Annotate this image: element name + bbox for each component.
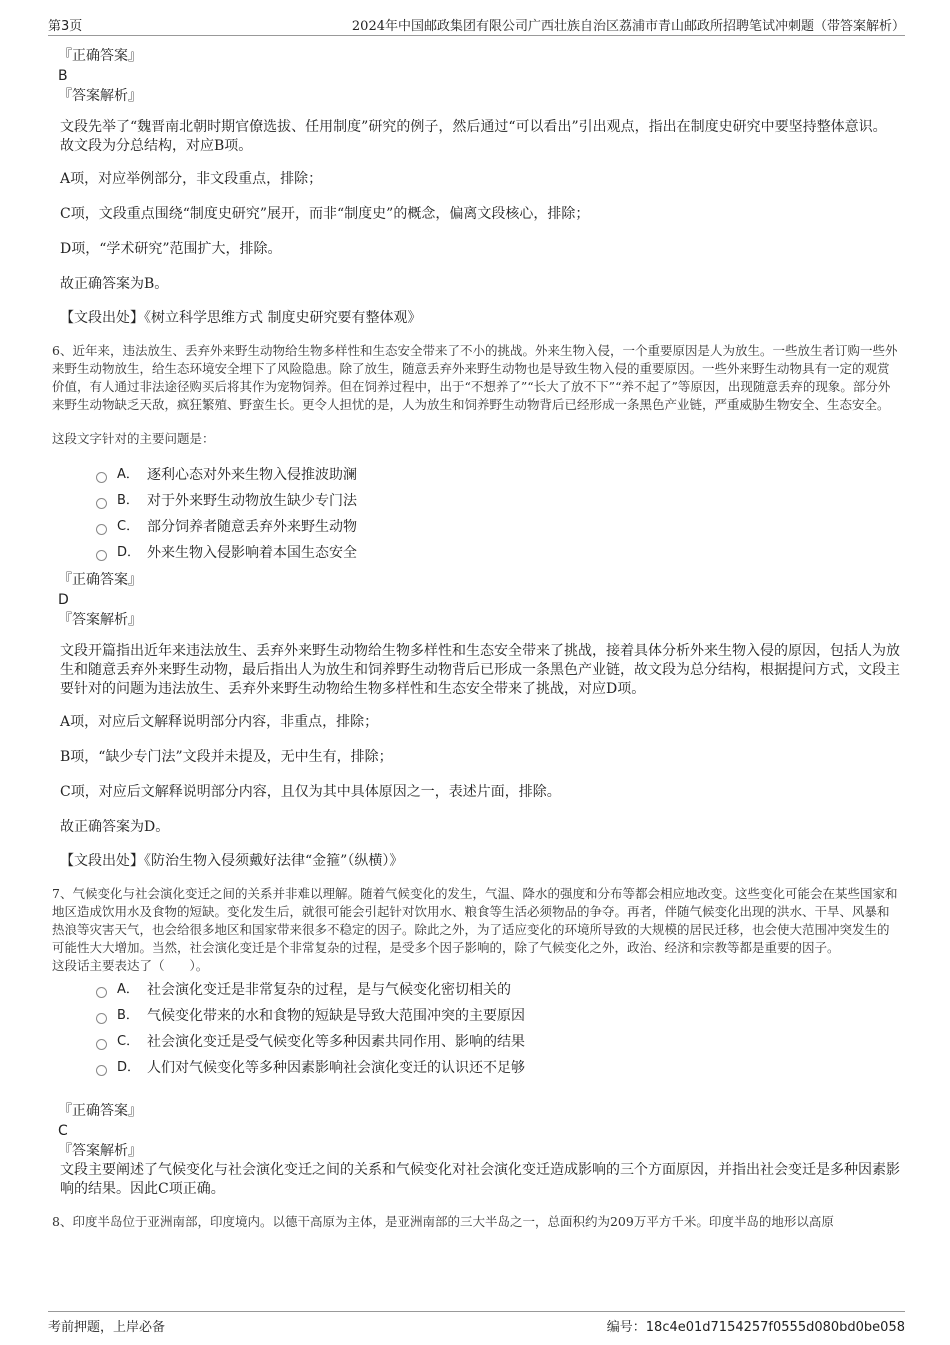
analysis-label: 『答案解析』 <box>58 612 142 628</box>
options-list <box>52 977 900 1081</box>
radio-icon[interactable] <box>96 472 107 483</box>
correct-answer-label: 『正确答案』 <box>58 572 142 588</box>
radio-icon[interactable] <box>96 550 107 561</box>
document-id: 编号：18c4e01d7154257f0555d080bd0be058 <box>606 1320 905 1335</box>
option-c[interactable]: C． 部分饲养者随意丢弃外来野生动物 <box>96 514 900 540</box>
question-stem: 8、印度半岛位于亚洲南部，印度境内。以德干高原为主体，是亚洲南部的三大半岛之一，总面积约为209万平方千米。印度半岛的地形以高原 <box>52 1214 834 1229</box>
radio-icon[interactable] <box>96 1013 107 1024</box>
radio-icon[interactable] <box>96 498 107 509</box>
analysis-text: 文段先举了“魏晋南北朝时期官僚选拔、任用制度”研究的例子，然后通过“可以看出”引出观点，指出在制度史研究中要坚持整体意识。故文段为分总结构，对应B项。 <box>60 119 887 154</box>
correct-answer-value: C <box>58 1123 68 1139</box>
page-footer <box>48 1311 905 1335</box>
correct-answer-value: D <box>58 592 69 608</box>
document-title: 2024年中国邮政集团有限公司广西壮族自治区荔浦市青山邮政所招聘笔试冲刺题（带答案解析） <box>351 19 905 34</box>
analysis-option-d: D项，“学术研究”范围扩大，排除。 <box>60 241 282 257</box>
option-d[interactable]: D． 外来生物入侵影响着本国生态安全 <box>96 540 900 566</box>
option-b[interactable]: B． 对于外来野生动物放生缺少专门法 <box>96 488 900 514</box>
footer-slogan: 考前押题，上岸必备 <box>48 1320 166 1335</box>
analysis-label: 『答案解析』 <box>58 1143 142 1159</box>
page-number: 第3页 <box>48 19 83 34</box>
analysis-option-c: C项，文段重点围绕“制度史研究”展开，而非“制度史”的概念，偏离文段核心，排除； <box>60 206 590 222</box>
option-a[interactable]: A． 社会演化变迁是非常复杂的过程，是与气候变化密切相关的 <box>96 977 900 1003</box>
analysis-conclusion: 故正确答案为B。 <box>60 276 169 292</box>
analysis-option-b: B项，“缺少专门法”文段并未提及，无中生有，排除； <box>60 749 393 765</box>
analysis-option-a: A项，对应后文解释说明部分内容，非重点，排除； <box>60 714 379 730</box>
analysis-text: 文段开篇指出近年来违法放生、丢弃外来野生动物给生物多样性和生态安全带来了挑战，接着具体分析外来生物入侵的原因，包括人为放生和随意丢弃外来野生动物，最后指出人为放生和饲养野生动物背后已形成一条黑色产业链，故文段为总分结构，根据提问方式，文段主要针对的问题为违法放生、丢弃外来野生动物给生物多样性和生态安全带来了挑战，对应D项。 <box>60 643 900 697</box>
option-d[interactable]: D． 人们对气候变化等多种因素影响社会演化变迁的认识还不足够 <box>96 1055 900 1081</box>
question-stem: 7、气候变化与社会演化变迁之间的关系并非难以理解。随着气候变化的发生，气温、降水的强度和分布等都会相应地改变。这些变化可能会在某些国家和地区造成饮用水及食物的短缺。变化发生后，就很可能会引起针对饮用水、粮食等生活必须物品的争夺。再者，伴随气候变化出现的洪水、干旱、风暴和热浪等灾害天气，也会给很多地区和国家带来很多不稳定的因子。除此之外，为了适应变化的环境所导致的大规模的居民迁移，也会使大范围冲突发生的可能性大大增加。当然，社会演化变迁是个非常复杂的过程，是受多个因子影响的，除了气候变化之外，政治、经济和宗教等都是重要的因子。 <box>52 886 898 955</box>
question-stem: 6、近年来，违法放生、丢弃外来野生动物给生物多样性和生态安全带来了不小的挑战。外来生物入侵，一个重要原因是人为放生。一些放生者订购一些外来野生动物放生，给生态环境安全埋下了风险隐患。除了放生，随意丢弃外来野生动物也是导致生物入侵的重要原因。一些外来野生动物具有一定的观赏价值，有人通过非法途径购买后将其作为宠物饲养。但在饲养过程中，出于“不想养了”“长大了放不下”“养不起了”等原因，出现随意丢弃的现象。部分外来野生动物缺乏天敌，疯狂繁殖、野蛮生长。更令人担忧的是，人为放生和饲养野生动物背后已经形成一条黑色产业链，严重威胁生物安全、生态安全。 <box>52 343 898 412</box>
analysis-option-c: C项，对应后文解释说明部分内容，且仅为其中具体原因之一，表述片面，排除。 <box>60 784 561 800</box>
correct-answer-label: 『正确答案』 <box>58 1103 142 1119</box>
radio-icon[interactable] <box>96 1065 107 1076</box>
correct-answer-label: 『正确答案』 <box>58 48 142 64</box>
passage-source: 【文段出处】《树立科学思维方式 制度史研究要有整体观》 <box>60 310 422 326</box>
radio-icon[interactable] <box>96 1039 107 1050</box>
passage-source: 【文段出处】《防治生物入侵须戴好法律“金箍”（纵横）》 <box>60 853 404 869</box>
option-b[interactable]: B． 气候变化带来的水和食物的短缺是导致大范围冲突的主要原因 <box>96 1003 900 1029</box>
option-c[interactable]: C． 社会演化变迁是受气候变化等多种因素共同作用、影响的结果 <box>96 1029 900 1055</box>
analysis-text: 文段主要阐述了气候变化与社会演化变迁之间的关系和气候变化对社会演化变迁造成影响的三个方面原因，并指出社会变迁是多种因素影响的结果。因此C项正确。 <box>60 1162 900 1197</box>
question-prompt: 这段文字针对的主要问题是： <box>52 431 215 446</box>
correct-answer-value: B <box>58 68 68 84</box>
question-prompt: 这段话主要表达了（ ）。 <box>52 958 209 973</box>
analysis-conclusion: 故正确答案为D。 <box>60 819 170 835</box>
analysis-label: 『答案解析』 <box>58 88 142 104</box>
analysis-option-a: A项，对应举例部分，非文段重点，排除； <box>60 171 323 187</box>
radio-icon[interactable] <box>96 987 107 998</box>
page-content <box>52 46 900 1231</box>
page-header <box>48 13 905 36</box>
radio-icon[interactable] <box>96 524 107 535</box>
options-list <box>52 462 900 566</box>
option-a[interactable]: A． 逐利心态对外来生物入侵推波助澜 <box>96 462 900 488</box>
